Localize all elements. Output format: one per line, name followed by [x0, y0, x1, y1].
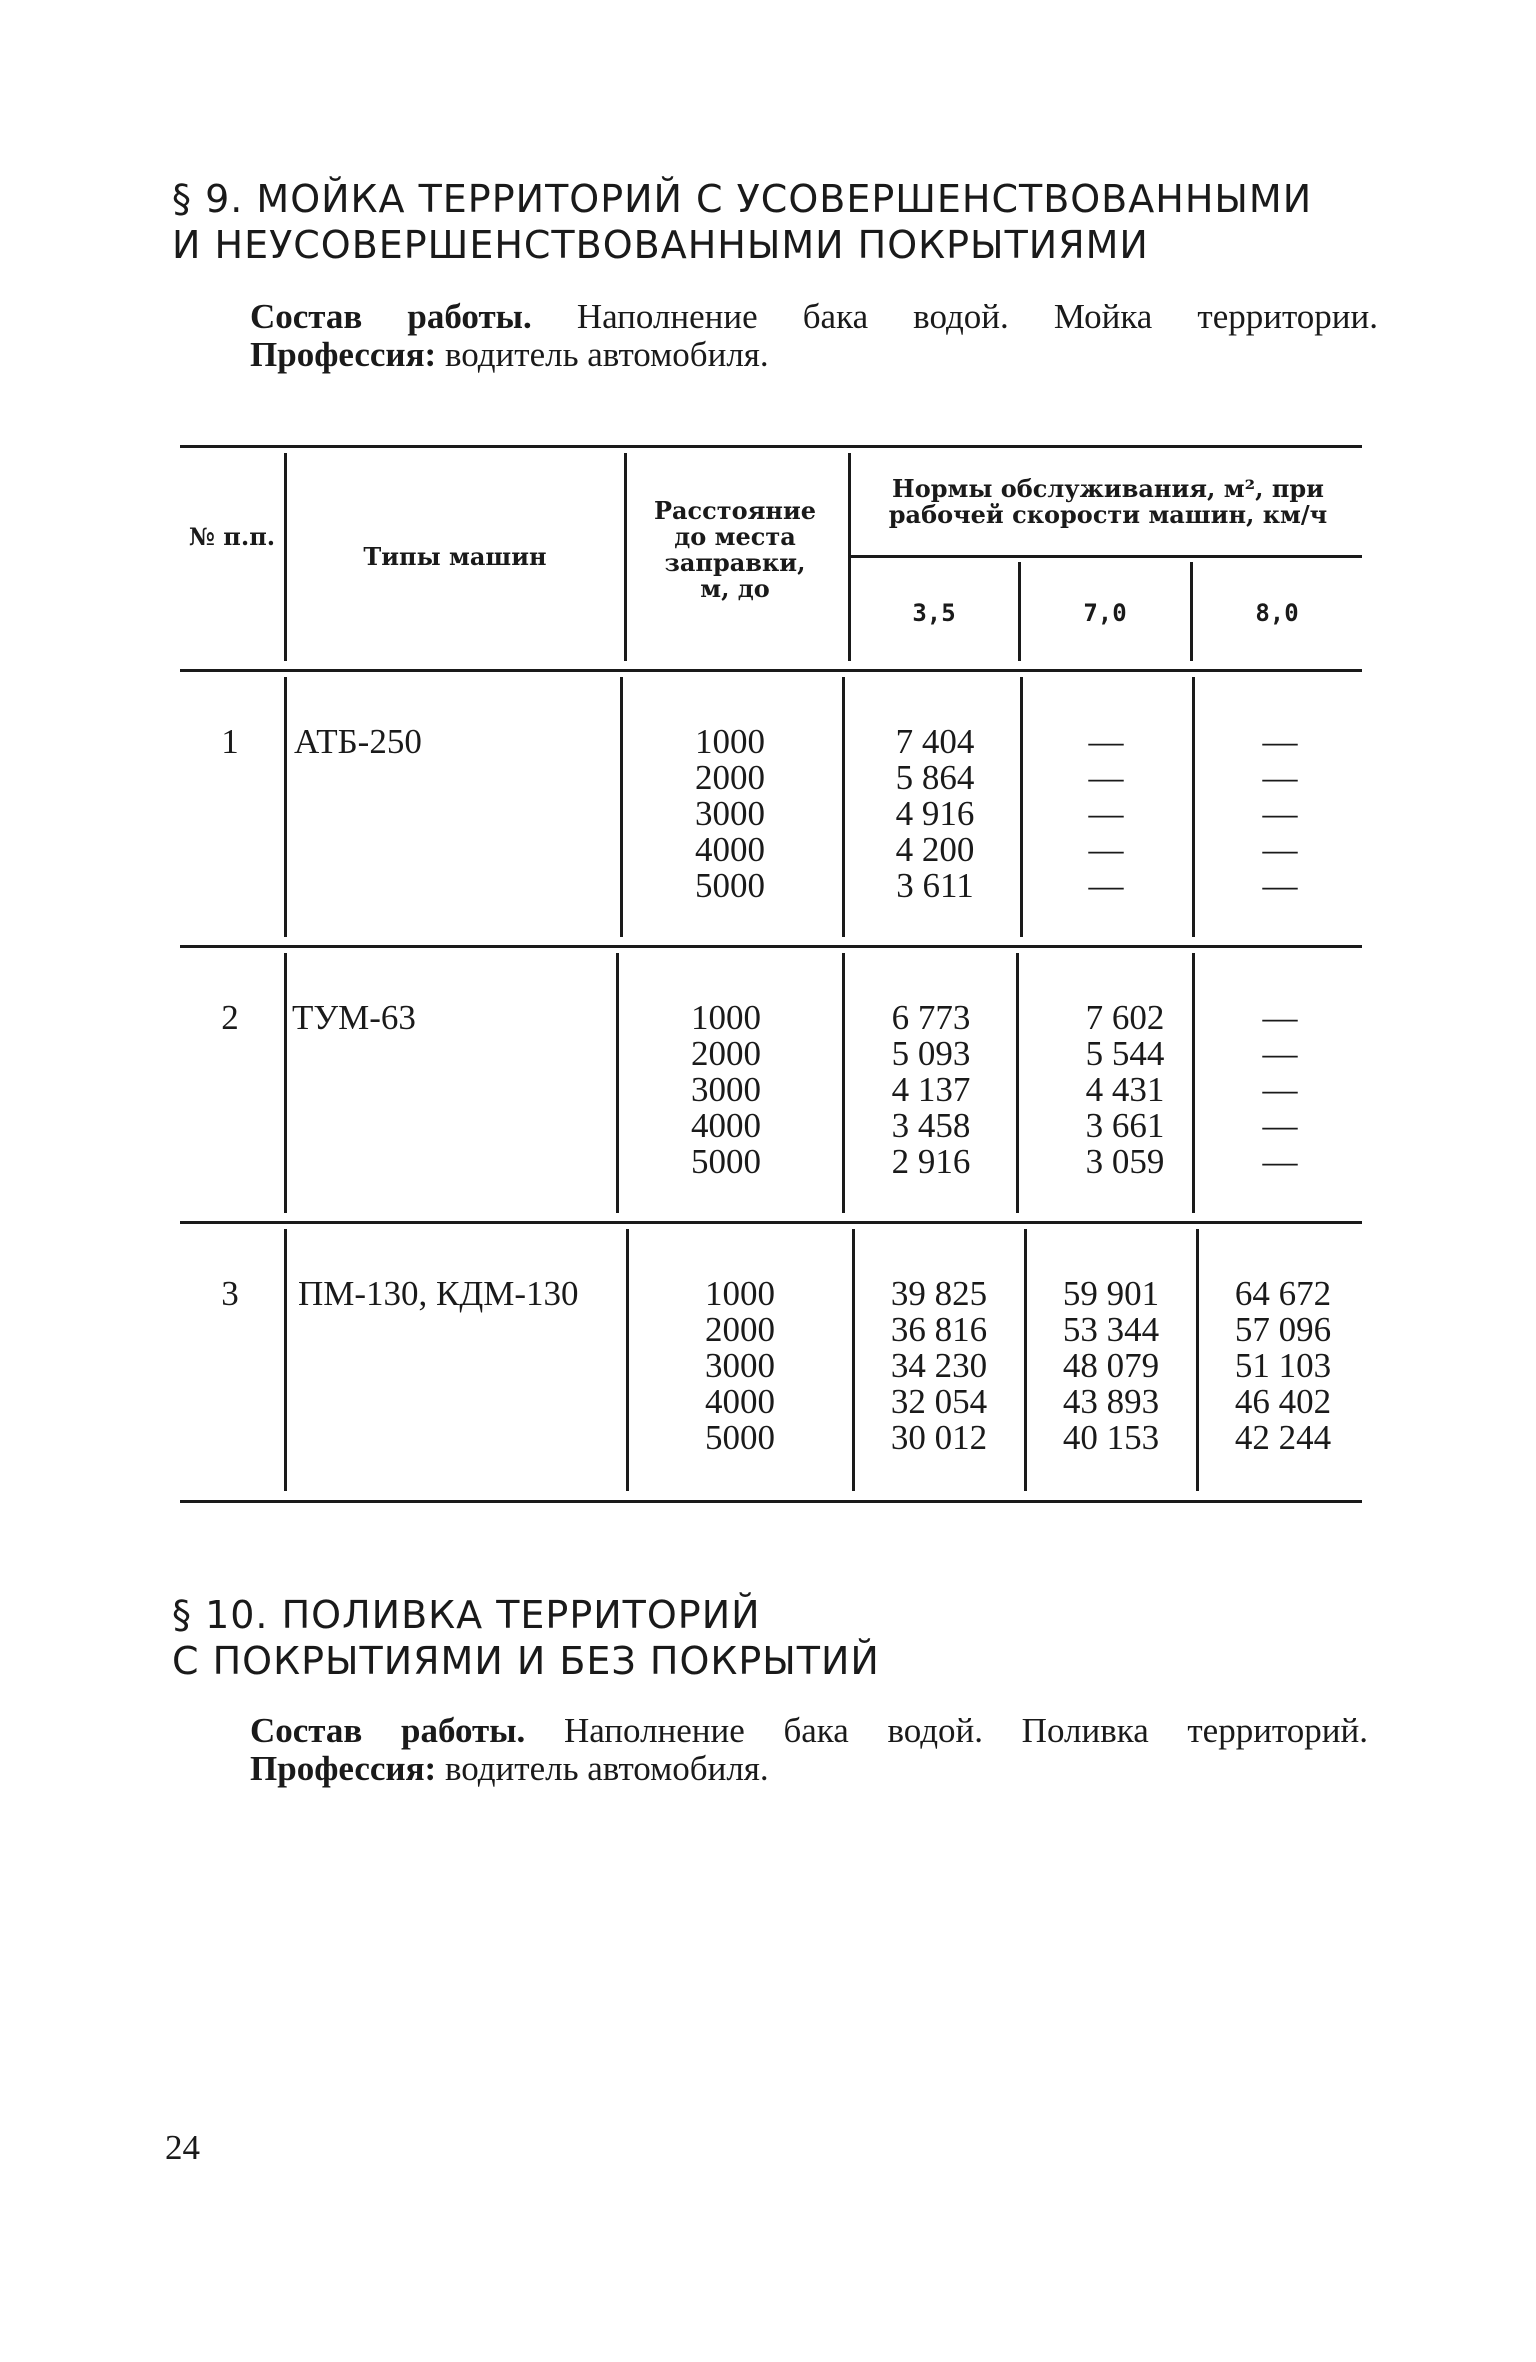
norm-value: —: [1088, 722, 1124, 761]
speed-3-5-column: [860, 724, 1010, 904]
header-divider-5: [1190, 562, 1193, 661]
work-composition-label: Состав работы.: [250, 1711, 526, 1750]
distance-value: 2000: [705, 1310, 775, 1349]
row-divider: [620, 677, 623, 937]
speed-8-0-column: [1200, 1000, 1360, 1180]
norm-value: —: [1262, 1034, 1298, 1073]
row-divider: [284, 677, 287, 937]
norm-value: 5 544: [1085, 1034, 1165, 1073]
header-speed-3-5: 3,5: [912, 599, 956, 627]
norm-value: —: [1262, 1142, 1298, 1181]
norm-value: 4 916: [895, 794, 975, 833]
norm-value: 53 344: [1062, 1310, 1160, 1349]
distance-value: 5000: [691, 1142, 761, 1181]
profession-label: Профессия:: [250, 1749, 437, 1788]
distance-value: 1000: [691, 998, 761, 1037]
row-divider: [616, 953, 619, 1213]
header-bottom-rule: [180, 669, 1362, 672]
norm-value: 39 825: [890, 1274, 988, 1313]
section-10-title-line-2: С ПОКРЫТИЯМИ И БЕЗ ПОКРЫТИЙ: [172, 1639, 880, 1683]
row-divider: [842, 677, 845, 937]
section-9-title-line-1: § 9. МОЙКА ТЕРРИТОРИЙ С УСОВЕРШЕНСТВОВАННЫМИ: [172, 177, 1313, 221]
speed-8-0-column: [1208, 1276, 1358, 1456]
speed-7-0-column: [1036, 1276, 1186, 1456]
norm-value: 2 916: [891, 1142, 971, 1181]
section-9-title: [172, 176, 1372, 268]
norm-value: 59 901: [1062, 1274, 1160, 1313]
section-9-composition: [250, 298, 1378, 374]
row-divider: [852, 1229, 855, 1491]
norm-value: 5 093: [891, 1034, 971, 1073]
row-divider: [284, 1229, 287, 1491]
norm-value: —: [1262, 866, 1298, 905]
distance-value: 3000: [705, 1346, 775, 1385]
norm-value: 3 059: [1085, 1142, 1165, 1181]
row-number: 3: [221, 1274, 239, 1313]
speed-3-5-column: [856, 1000, 1006, 1180]
norm-value: 40 153: [1062, 1418, 1160, 1457]
work-composition-text: Наполнение бака водой. Поливка территорий.: [563, 1711, 1368, 1750]
norm-value: 7 602: [1085, 998, 1165, 1037]
norm-value: 42 244: [1234, 1418, 1332, 1457]
row-divider: [1024, 1229, 1027, 1491]
header-service-norms: Нормы обслуживания, м², при рабочей скорости машин, км/ч: [888, 474, 1328, 529]
norm-value: 3 661: [1085, 1106, 1165, 1145]
profession-line: [250, 336, 1378, 374]
header-machine-type: Типы машин: [363, 542, 547, 571]
speed-header-rule: [850, 555, 1362, 558]
table-top-rule: [180, 445, 1362, 448]
section-9-title-line-2: И НЕУСОВЕРШЕНСТВОВАННЫМИ ПОКРЫТИЯМИ: [172, 223, 1149, 267]
norm-value: 4 137: [891, 1070, 971, 1109]
distance-column: [646, 1000, 806, 1180]
profession-line: [250, 1750, 1368, 1788]
norm-value: —: [1262, 1070, 1298, 1109]
norm-value: 34 230: [890, 1346, 988, 1385]
norm-value: 30 012: [890, 1418, 988, 1457]
machine-type: ПМ-130, КДМ-130: [298, 1274, 579, 1313]
section-10-composition: [250, 1712, 1368, 1788]
row-divider: [842, 953, 845, 1213]
speed-7-0-column: [1050, 1000, 1200, 1180]
header-number: № п.п.: [188, 522, 276, 551]
norm-value: 4 200: [895, 830, 975, 869]
speed-3-5-column: [864, 1276, 1014, 1456]
distance-column: [650, 724, 810, 904]
work-composition-text: Наполнение бака водой. Мойка территории.: [576, 297, 1379, 336]
header-speed-8-0: 8,0: [1255, 599, 1299, 627]
distance-value: 5000: [705, 1418, 775, 1457]
row-divider: [1016, 953, 1019, 1213]
profession-label: Профессия:: [250, 335, 437, 374]
norm-value: —: [1262, 830, 1298, 869]
norm-value: 57 096: [1234, 1310, 1332, 1349]
header-divider-3: [848, 453, 851, 661]
distance-value: 1000: [695, 722, 765, 761]
header-distance: Расстояние до места заправки, м, до: [653, 496, 817, 603]
norm-value: —: [1088, 794, 1124, 833]
norm-value: 3 458: [891, 1106, 971, 1145]
distance-value: 4000: [691, 1106, 761, 1145]
section-10-title: [172, 1592, 1372, 1684]
machine-type: АТБ-250: [294, 722, 422, 761]
speed-8-0-column: [1200, 724, 1360, 904]
norm-value: —: [1262, 758, 1298, 797]
distance-value: 3000: [695, 794, 765, 833]
profession-text: водитель автомобиля.: [444, 335, 769, 374]
norm-value: 3 611: [896, 866, 974, 905]
norm-value: —: [1088, 830, 1124, 869]
distance-value: 4000: [705, 1382, 775, 1421]
norm-value: 43 893: [1062, 1382, 1160, 1421]
header-divider-2: [624, 453, 627, 661]
norm-value: 46 402: [1234, 1382, 1332, 1421]
distance-value: 2000: [695, 758, 765, 797]
profession-text: водитель автомобиля.: [444, 1749, 769, 1788]
header-speed-7-0: 7,0: [1083, 599, 1127, 627]
norm-value: 36 816: [890, 1310, 988, 1349]
row-divider: [284, 953, 287, 1213]
row-number: 1: [221, 722, 239, 761]
row-number: 2: [221, 998, 239, 1037]
row-divider: [1020, 677, 1023, 937]
row-divider: [1196, 1229, 1199, 1491]
distance-value: 2000: [691, 1034, 761, 1073]
page-number: 24: [165, 2128, 200, 2167]
norm-value: 7 404: [895, 722, 975, 761]
norm-value: —: [1262, 794, 1298, 833]
distance-value: 3000: [691, 1070, 761, 1109]
machine-type: ТУМ-63: [292, 998, 416, 1037]
section-10-title-line-1: § 10. ПОЛИВКА ТЕРРИТОРИЙ: [172, 1593, 761, 1637]
norm-value: —: [1262, 1106, 1298, 1145]
distance-value: 1000: [705, 1274, 775, 1313]
norm-value: —: [1088, 758, 1124, 797]
row-1-bottom-rule: [180, 945, 1362, 948]
norm-value: 6 773: [891, 998, 971, 1037]
header-divider-1: [284, 453, 287, 661]
header-divider-4: [1018, 562, 1021, 661]
norm-value: —: [1088, 866, 1124, 905]
row-divider: [626, 1229, 629, 1491]
row-divider: [1192, 677, 1195, 937]
work-composition-line: [250, 298, 1378, 336]
norm-value: 5 864: [895, 758, 975, 797]
distance-value: 4000: [695, 830, 765, 869]
norm-value: 51 103: [1234, 1346, 1332, 1385]
norm-value: 48 079: [1062, 1346, 1160, 1385]
norm-value: 32 054: [890, 1382, 988, 1421]
norm-value: —: [1262, 722, 1298, 761]
row-2-bottom-rule: [180, 1221, 1362, 1224]
norm-value: 4 431: [1085, 1070, 1165, 1109]
work-composition-label: Состав работы.: [250, 297, 532, 336]
norm-value: —: [1262, 998, 1298, 1037]
table-bottom-rule: [180, 1500, 1362, 1503]
norm-value: 64 672: [1234, 1274, 1332, 1313]
distance-column: [660, 1276, 820, 1456]
speed-7-0-column: [1028, 724, 1184, 904]
work-composition-line: [250, 1712, 1368, 1750]
distance-value: 5000: [695, 866, 765, 905]
